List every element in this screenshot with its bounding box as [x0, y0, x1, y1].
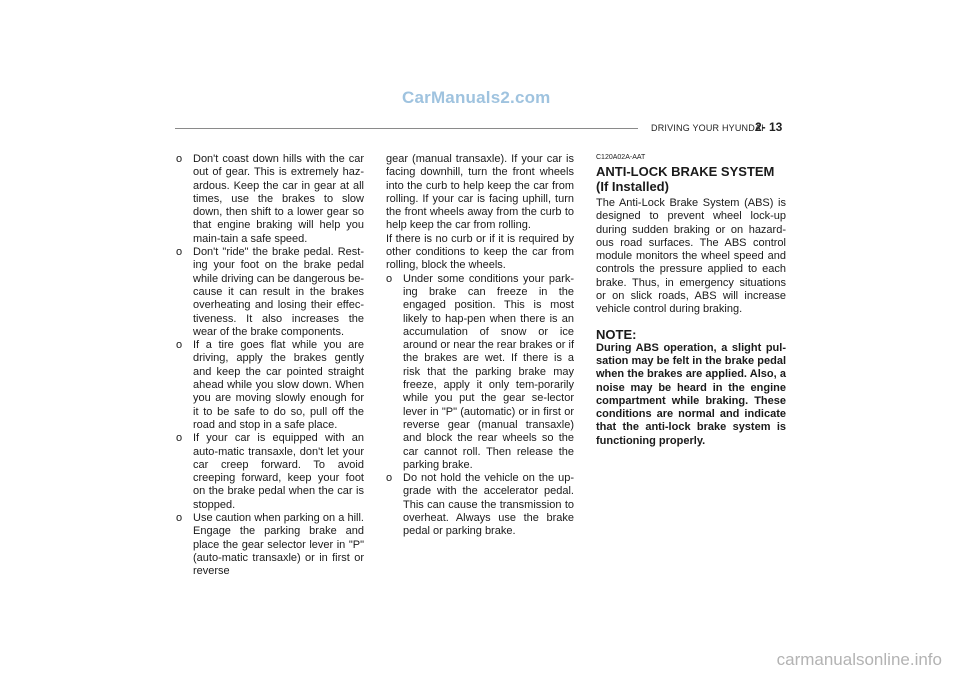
- list-item: [176, 432, 364, 512]
- watermark-bottom: carmanualsonline.info: [776, 650, 942, 669]
- bullet-mark: o: [176, 153, 183, 165]
- continued-paragraph: If there is no curb or if it is required by other conditions to keep the car from rolling, block the wheels.: [386, 232, 574, 272]
- note-title: NOTE:: [596, 326, 637, 342]
- column-2: [386, 153, 574, 539]
- list-item: [176, 246, 364, 339]
- section-code: C120A02A-AAT: [596, 154, 646, 161]
- header-rule: [175, 128, 638, 129]
- section-title: [596, 164, 786, 194]
- page-number: 2- 13: [755, 120, 783, 134]
- bullet-mark: o: [386, 472, 393, 485]
- section-title-line: ANTI-LOCK BRAKE SYSTEM: [596, 164, 775, 179]
- bullet-text: If a tire goes flat while you are driving, apply the brakes gently and keep the car pointed straight ahead while you slow down. When you are moving slowly enough for it to be safe to do so, pull off the road and stop in a safe place.: [193, 339, 364, 431]
- section-title-line: (If Installed): [596, 179, 669, 194]
- column-1: [176, 153, 364, 579]
- bullet-mark: o: [176, 512, 183, 525]
- bullet-mark: o: [176, 246, 183, 259]
- column-3: [596, 153, 786, 448]
- bullet-text: If your car is equipped with an auto-matic transaxle, don't let your car creep forward. To avoid creeping forward, keep your foot on the brake pedal when the car is stopped.: [193, 432, 364, 511]
- continued-paragraph: gear (manual transaxle). If your car is facing downhill, turn the front wheels into the curb to help keep the car from rolling. If your car is facing uphill, turn the front wheels away from the curb to help keep the car from rolling.: [386, 153, 574, 232]
- list-item: [176, 339, 364, 432]
- note-body: During ABS operation, a slight pul-sation may be felt in the brake pedal when the brakes are applied. Also, a noise may be heard in the engine compartment while braking. These conditions are normal and indicate that the anti-lock brake system is functioning properly.: [596, 341, 786, 447]
- bullet-mark: o: [386, 272, 393, 285]
- bullet-text: Use caution when parking on a hill. Engage the parking brake and place the gear selector lever in "P" (auto-matic transaxle) or in first or reverse: [193, 512, 364, 578]
- list-item: [386, 273, 574, 472]
- bullet-text: Don't coast down hills with the car out of gear. This is extremely haz-ardous. Keep the car in gear at all times, use the brakes to slow down, then shift to a lower gear so that engine braking will help you main-tain a safe speed.: [193, 153, 364, 245]
- header-section: DRIVING YOUR HYUNDAI: [651, 123, 764, 133]
- bullet-text: Do not hold the vehicle on the up-grade with the accelerator pedal. This can cause the transmission to overheat. Always use the brake pedal or parking brake.: [403, 472, 574, 538]
- list-item: [176, 512, 364, 578]
- list-item: [176, 153, 364, 246]
- bullet-mark: o: [176, 339, 183, 352]
- bullet-mark: o: [176, 432, 183, 445]
- list-item: [386, 472, 574, 538]
- watermark-top: CarManuals2.com: [402, 88, 551, 107]
- bullet-text: Don't "ride" the brake pedal. Rest-ing your foot on the brake pedal while driving can be dangerous be-cause it can result in the brakes overheating and losing their effec-tiveness. It also increases the wear of the brake components.: [193, 246, 364, 338]
- section-body: The Anti-Lock Brake System (ABS) is designed to prevent wheel lock-up during sudden braking or on hazard-ous road surfaces. The ABS control module monitors the wheel speed and controls the pressure applied to each brake. Thus, in emergency situations or on slick roads, ABS will increase vehicle control during braking.: [596, 197, 786, 316]
- bullet-text: Under some conditions your park-ing brake can freeze in the engaged position. This is most likely to hap-pen when there is an accumulation of snow or ice around or near the rear brakes or if the brakes are wet. If there is a risk that the parking brake may freeze, apply it only tem-porarily while you put the gear se-lector lever in "P" (automatic) or in first or reverse gear (manual transaxle) and block the rear wheels so the car cannot roll. Then release the parking brake.: [403, 272, 574, 471]
